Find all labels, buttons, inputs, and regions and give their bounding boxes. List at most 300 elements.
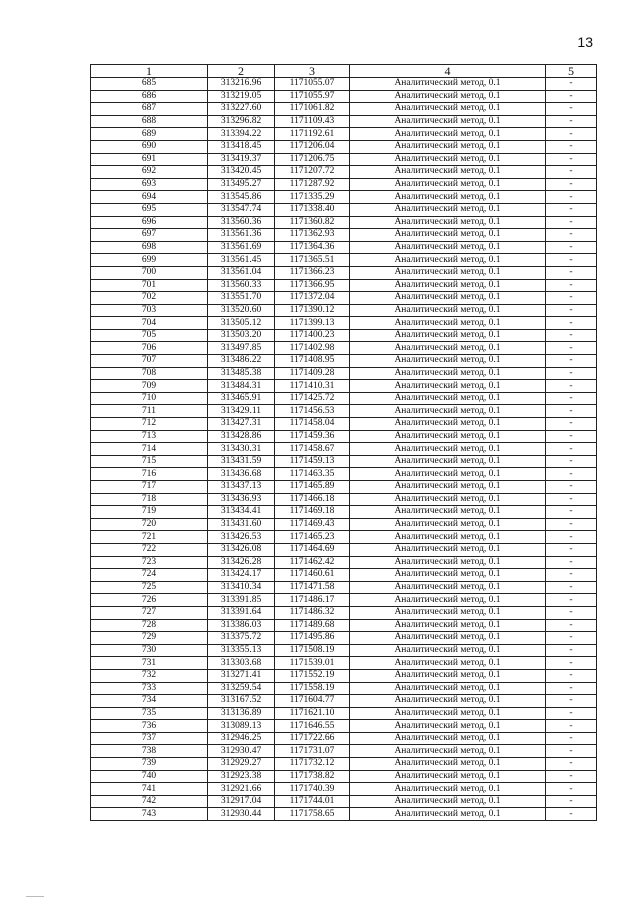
table-cell: -: [546, 669, 597, 682]
table-cell: -: [546, 355, 597, 368]
table-row: [91, 405, 597, 418]
table-cell: Аналитический метод, 0.1: [350, 405, 546, 418]
table-row: [91, 543, 597, 556]
table-cell: 1171399.13: [275, 317, 350, 330]
table-cell: 313465.91: [208, 392, 275, 405]
table-cell: 313426.28: [208, 556, 275, 569]
table-cell: 1171207.72: [275, 166, 350, 179]
table-cell: -: [546, 606, 597, 619]
table-cell: 724: [91, 569, 208, 582]
table-cell: 313296.82: [208, 115, 275, 128]
table-cell: 714: [91, 443, 208, 456]
table-cell: 1171486.32: [275, 606, 350, 619]
table-cell: 1171206.04: [275, 140, 350, 153]
table-cell: Аналитический метод, 0.1: [350, 758, 546, 771]
table-cell: Аналитический метод, 0.1: [350, 367, 546, 380]
table-cell: 1171558.19: [275, 682, 350, 695]
table-cell: -: [546, 304, 597, 317]
table-cell: 313420.45: [208, 166, 275, 179]
table-cell: 691: [91, 153, 208, 166]
table-cell: -: [546, 443, 597, 456]
table-cell: 313167.52: [208, 695, 275, 708]
table-cell: Аналитический метод, 0.1: [350, 317, 546, 330]
table-cell: 1171469.43: [275, 518, 350, 531]
table-cell: 1171366.95: [275, 279, 350, 292]
table-cell: 1171055.07: [275, 78, 350, 91]
table-cell: 711: [91, 405, 208, 418]
table-cell: 723: [91, 556, 208, 569]
table-cell: 1171732.12: [275, 758, 350, 771]
table-cell: 693: [91, 178, 208, 191]
table-cell: 312923.38: [208, 770, 275, 783]
table-row: [91, 732, 597, 745]
table-cell: Аналитический метод, 0.1: [350, 229, 546, 242]
table-cell: 1171621.10: [275, 707, 350, 720]
table-cell: -: [546, 367, 597, 380]
table-cell: 313560.36: [208, 216, 275, 229]
table-cell: 313391.85: [208, 594, 275, 607]
table-cell: 706: [91, 342, 208, 355]
table-cell: -: [546, 178, 597, 191]
table-cell: 1171408.95: [275, 355, 350, 368]
table-cell: Аналитический метод, 0.1: [350, 732, 546, 745]
table-row: [91, 581, 597, 594]
table-cell: 695: [91, 203, 208, 216]
table-cell: Аналитический метод, 0.1: [350, 216, 546, 229]
table-cell: Аналитический метод, 0.1: [350, 166, 546, 179]
table-cell: 713: [91, 430, 208, 443]
table-cell: 736: [91, 720, 208, 733]
table-cell: Аналитический метод, 0.1: [350, 669, 546, 682]
table-cell: Аналитический метод, 0.1: [350, 443, 546, 456]
table-cell: Аналитический метод, 0.1: [350, 90, 546, 103]
table-cell: Аналитический метод, 0.1: [350, 632, 546, 645]
table-cell: 1171459.36: [275, 430, 350, 443]
table-cell: 313560.33: [208, 279, 275, 292]
table-row: [91, 606, 597, 619]
table-cell: 1171738.82: [275, 770, 350, 783]
table-cell: 1171055.97: [275, 90, 350, 103]
table-cell: Аналитический метод, 0.1: [350, 569, 546, 582]
table-cell: 1171458.04: [275, 418, 350, 431]
table-cell: 707: [91, 355, 208, 368]
table-cell: -: [546, 594, 597, 607]
table-cell: 312930.44: [208, 808, 275, 821]
table-cell: 313271.41: [208, 669, 275, 682]
table-cell: 709: [91, 380, 208, 393]
table-cell: Аналитический метод, 0.1: [350, 203, 546, 216]
table-cell: 313437.13: [208, 481, 275, 494]
table-cell: 313089.13: [208, 720, 275, 733]
table-cell: 721: [91, 531, 208, 544]
table-cell: -: [546, 115, 597, 128]
table-cell: 692: [91, 166, 208, 179]
table-cell: 313430.31: [208, 443, 275, 456]
table-cell: 720: [91, 518, 208, 531]
table-cell: Аналитический метод, 0.1: [350, 153, 546, 166]
table-cell: -: [546, 506, 597, 519]
table-row: [91, 770, 597, 783]
table-cell: -: [546, 153, 597, 166]
table-cell: 729: [91, 632, 208, 645]
table-cell: Аналитический метод, 0.1: [350, 455, 546, 468]
table-row: [91, 707, 597, 720]
table-row: [91, 367, 597, 380]
table-cell: 312921.66: [208, 783, 275, 796]
table-cell: -: [546, 518, 597, 531]
table-row: [91, 619, 597, 632]
table-cell: 1171489.68: [275, 619, 350, 632]
table-cell: 313216.96: [208, 78, 275, 91]
table-row: [91, 241, 597, 254]
table-cell: Аналитический метод, 0.1: [350, 556, 546, 569]
table-cell: 688: [91, 115, 208, 128]
table-cell: Аналитический метод, 0.1: [350, 78, 546, 91]
table-cell: 1171740.39: [275, 783, 350, 796]
table-cell: -: [546, 78, 597, 91]
table-cell: 710: [91, 392, 208, 405]
table-row: [91, 758, 597, 771]
column-header: 3: [275, 65, 350, 78]
table-cell: 313551.70: [208, 292, 275, 305]
table-cell: 313419.37: [208, 153, 275, 166]
table-cell: -: [546, 128, 597, 141]
table-cell: 1171722.66: [275, 732, 350, 745]
table-cell: Аналитический метод, 0.1: [350, 619, 546, 632]
table-row: [91, 808, 597, 821]
table-row: [91, 795, 597, 808]
table-cell: 687: [91, 103, 208, 116]
table-cell: Аналитический метод, 0.1: [350, 493, 546, 506]
table-cell: 1171486.17: [275, 594, 350, 607]
table-cell: 1171465.89: [275, 481, 350, 494]
table-cell: 715: [91, 455, 208, 468]
table-cell: 313426.53: [208, 531, 275, 544]
table-cell: Аналитический метод, 0.1: [350, 720, 546, 733]
table-cell: 722: [91, 543, 208, 556]
table-row: [91, 128, 597, 141]
table-row: [91, 392, 597, 405]
table-cell: 1171758.65: [275, 808, 350, 821]
table-cell: -: [546, 266, 597, 279]
table-cell: -: [546, 569, 597, 582]
table-cell: -: [546, 707, 597, 720]
table-cell: 734: [91, 695, 208, 708]
table-cell: -: [546, 644, 597, 657]
table-row: [91, 153, 597, 166]
table-cell: Аналитический метод, 0.1: [350, 581, 546, 594]
table-cell: 704: [91, 317, 208, 330]
table-cell: 313485.38: [208, 367, 275, 380]
table-cell: 686: [91, 90, 208, 103]
table-cell: -: [546, 342, 597, 355]
table-cell: 312946.25: [208, 732, 275, 745]
table-cell: 1171462.42: [275, 556, 350, 569]
table-cell: 725: [91, 581, 208, 594]
table-cell: -: [546, 405, 597, 418]
table-cell: 1171469.18: [275, 506, 350, 519]
table-cell: 313410.34: [208, 581, 275, 594]
table-cell: -: [546, 556, 597, 569]
table-cell: 742: [91, 795, 208, 808]
table-cell: 730: [91, 644, 208, 657]
table-cell: Аналитический метод, 0.1: [350, 657, 546, 670]
table-cell: -: [546, 795, 597, 808]
table-cell: 1171539.01: [275, 657, 350, 670]
table-cell: -: [546, 619, 597, 632]
table-cell: Аналитический метод, 0.1: [350, 745, 546, 758]
table-cell: 312930.47: [208, 745, 275, 758]
table-row: [91, 430, 597, 443]
table-cell: -: [546, 418, 597, 431]
table-cell: 313561.69: [208, 241, 275, 254]
table-cell: -: [546, 254, 597, 267]
table-cell: -: [546, 720, 597, 733]
table-cell: 313520.60: [208, 304, 275, 317]
table-row: [91, 115, 597, 128]
table-cell: Аналитический метод, 0.1: [350, 279, 546, 292]
table-cell: 698: [91, 241, 208, 254]
table-cell: 313436.93: [208, 493, 275, 506]
table-cell: 313426.08: [208, 543, 275, 556]
column-header: 2: [208, 65, 275, 78]
table-cell: Аналитический метод, 0.1: [350, 543, 546, 556]
table-cell: 743: [91, 808, 208, 821]
table-cell: 312917.04: [208, 795, 275, 808]
table-cell: -: [546, 279, 597, 292]
table-row: [91, 455, 597, 468]
table-cell: 1171495.86: [275, 632, 350, 645]
table-row: [91, 279, 597, 292]
table-cell: 1171466.18: [275, 493, 350, 506]
table-cell: 1171464.69: [275, 543, 350, 556]
table-cell: -: [546, 392, 597, 405]
table-cell: -: [546, 380, 597, 393]
table-header-row: [91, 65, 597, 78]
table-cell: 737: [91, 732, 208, 745]
table-cell: 1171458.67: [275, 443, 350, 456]
table-cell: Аналитический метод, 0.1: [350, 430, 546, 443]
table-cell: Аналитический метод, 0.1: [350, 178, 546, 191]
table-cell: Аналитический метод, 0.1: [350, 795, 546, 808]
table-cell: -: [546, 657, 597, 670]
table-cell: 731: [91, 657, 208, 670]
table-cell: 1171731.07: [275, 745, 350, 758]
table-cell: 1171463.35: [275, 468, 350, 481]
table-cell: -: [546, 468, 597, 481]
table-cell: -: [546, 241, 597, 254]
table-row: [91, 745, 597, 758]
table-cell: -: [546, 682, 597, 695]
table-cell: 313355.13: [208, 644, 275, 657]
table-cell: 1171400.23: [275, 329, 350, 342]
table-cell: Аналитический метод, 0.1: [350, 329, 546, 342]
table-cell: 712: [91, 418, 208, 431]
table-row: [91, 266, 597, 279]
page-number: 13: [577, 34, 593, 50]
table-cell: 313486.22: [208, 355, 275, 368]
table-cell: Аналитический метод, 0.1: [350, 707, 546, 720]
table-row: [91, 783, 597, 796]
table-cell: 313431.59: [208, 455, 275, 468]
table-cell: 705: [91, 329, 208, 342]
coordinates-table: [90, 64, 597, 821]
table-row: [91, 355, 597, 368]
table-cell: -: [546, 543, 597, 556]
table-cell: -: [546, 103, 597, 116]
table-cell: Аналитический метод, 0.1: [350, 254, 546, 267]
table-row: [91, 468, 597, 481]
table-cell: Аналитический метод, 0.1: [350, 682, 546, 695]
table-cell: 313424.17: [208, 569, 275, 582]
table-cell: 313431.60: [208, 518, 275, 531]
table-cell: 313545.86: [208, 191, 275, 204]
table-row: [91, 669, 597, 682]
table-cell: 1171646.55: [275, 720, 350, 733]
table-row: [91, 166, 597, 179]
table-cell: Аналитический метод, 0.1: [350, 783, 546, 796]
table-cell: 313386.03: [208, 619, 275, 632]
table-cell: 313391.64: [208, 606, 275, 619]
table-cell: 702: [91, 292, 208, 305]
table-cell: -: [546, 430, 597, 443]
table-cell: -: [546, 695, 597, 708]
table-row: [91, 443, 597, 456]
table-cell: 1171364.36: [275, 241, 350, 254]
table-row: [91, 90, 597, 103]
table-cell: 694: [91, 191, 208, 204]
table-cell: 313434.41: [208, 506, 275, 519]
table-cell: 313259.54: [208, 682, 275, 695]
table-cell: -: [546, 229, 597, 242]
table-row: [91, 506, 597, 519]
table-row: [91, 78, 597, 91]
table-row: [91, 695, 597, 708]
table-row: [91, 594, 597, 607]
table-row: [91, 191, 597, 204]
table-cell: 1171362.93: [275, 229, 350, 242]
table-row: [91, 304, 597, 317]
table-cell: 733: [91, 682, 208, 695]
table-cell: 313561.36: [208, 229, 275, 242]
table-cell: -: [546, 732, 597, 745]
table-cell: 728: [91, 619, 208, 632]
table-cell: 690: [91, 140, 208, 153]
table-cell: Аналитический метод, 0.1: [350, 115, 546, 128]
table-cell: 1171365.51: [275, 254, 350, 267]
table-cell: 717: [91, 481, 208, 494]
table-cell: Аналитический метод, 0.1: [350, 103, 546, 116]
table-cell: 1171744.01: [275, 795, 350, 808]
table-cell: 716: [91, 468, 208, 481]
table-cell: 1171508.19: [275, 644, 350, 657]
table-cell: 313484.31: [208, 380, 275, 393]
table-cell: 735: [91, 707, 208, 720]
table-cell: 1171206.75: [275, 153, 350, 166]
table-cell: 313303.68: [208, 657, 275, 670]
table-cell: 1171409.28: [275, 367, 350, 380]
table-cell: 718: [91, 493, 208, 506]
table-cell: 738: [91, 745, 208, 758]
table-cell: Аналитический метод, 0.1: [350, 606, 546, 619]
table-cell: 313561.04: [208, 266, 275, 279]
table-cell: 1171360.82: [275, 216, 350, 229]
table-cell: -: [546, 481, 597, 494]
table-cell: 701: [91, 279, 208, 292]
table-cell: 312929.27: [208, 758, 275, 771]
table-row: [91, 203, 597, 216]
table-cell: 1171410.31: [275, 380, 350, 393]
table-cell: 700: [91, 266, 208, 279]
table-cell: -: [546, 317, 597, 330]
table-cell: Аналитический метод, 0.1: [350, 770, 546, 783]
table-row: [91, 493, 597, 506]
table-cell: 1171402.98: [275, 342, 350, 355]
table-row: [91, 418, 597, 431]
table-cell: 1171604.77: [275, 695, 350, 708]
table-cell: -: [546, 632, 597, 645]
table-cell: 1171390.12: [275, 304, 350, 317]
table-row: [91, 292, 597, 305]
table-cell: 708: [91, 367, 208, 380]
table-row: [91, 329, 597, 342]
table-row: [91, 518, 597, 531]
table-cell: 739: [91, 758, 208, 771]
table-cell: 1171338.40: [275, 203, 350, 216]
table-cell: Аналитический метод, 0.1: [350, 808, 546, 821]
table-cell: 1171192.61: [275, 128, 350, 141]
table-cell: 313495.27: [208, 178, 275, 191]
table-cell: Аналитический метод, 0.1: [350, 468, 546, 481]
table-cell: 1171471.58: [275, 581, 350, 594]
table-cell: 732: [91, 669, 208, 682]
table-cell: 1171366.23: [275, 266, 350, 279]
table-row: [91, 682, 597, 695]
table-cell: -: [546, 191, 597, 204]
table-cell: 1171335.29: [275, 191, 350, 204]
table-cell: 1171287.92: [275, 178, 350, 191]
table-cell: 697: [91, 229, 208, 242]
table-cell: 313418.45: [208, 140, 275, 153]
table-cell: 313219.05: [208, 90, 275, 103]
table-row: [91, 342, 597, 355]
table-cell: Аналитический метод, 0.1: [350, 355, 546, 368]
table-cell: -: [546, 329, 597, 342]
table-cell: 313427.31: [208, 418, 275, 431]
table-cell: 313436.68: [208, 468, 275, 481]
table-cell: Аналитический метод, 0.1: [350, 128, 546, 141]
table-cell: 313136.89: [208, 707, 275, 720]
table-cell: Аналитический метод, 0.1: [350, 241, 546, 254]
table-cell: Аналитический метод, 0.1: [350, 266, 546, 279]
table-cell: -: [546, 216, 597, 229]
column-header: 4: [350, 65, 546, 78]
table-cell: 719: [91, 506, 208, 519]
table-cell: Аналитический метод, 0.1: [350, 481, 546, 494]
table-cell: 313503.20: [208, 329, 275, 342]
table-row: [91, 254, 597, 267]
table-row: [91, 317, 597, 330]
table-cell: 741: [91, 783, 208, 796]
table-cell: 1171061.82: [275, 103, 350, 116]
table-cell: 685: [91, 78, 208, 91]
table-cell: -: [546, 292, 597, 305]
table-cell: Аналитический метод, 0.1: [350, 644, 546, 657]
table-row: [91, 216, 597, 229]
table-cell: Аналитический метод, 0.1: [350, 292, 546, 305]
table-cell: 313505.12: [208, 317, 275, 330]
table-cell: -: [546, 581, 597, 594]
